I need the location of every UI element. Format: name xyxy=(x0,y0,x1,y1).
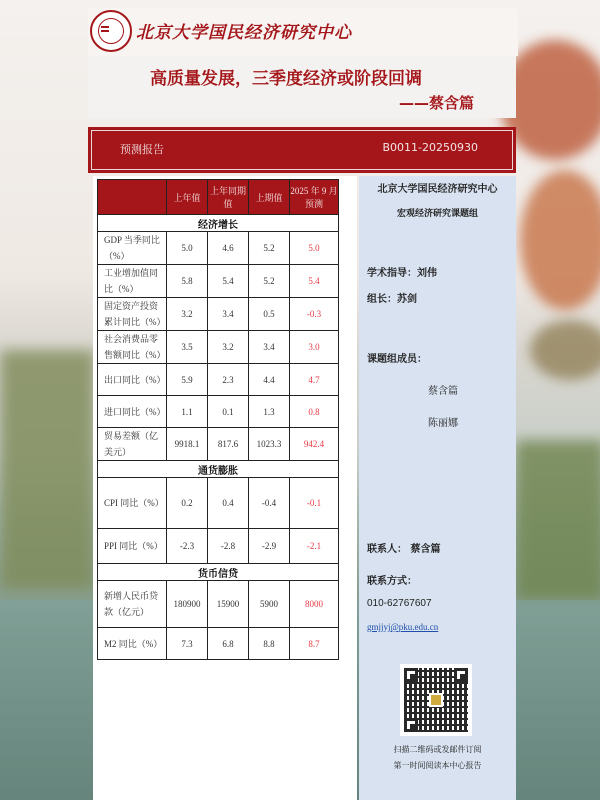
cell-forecast: 942.4 xyxy=(290,428,339,461)
row-label: GDP 当季同比（%） xyxy=(98,232,167,265)
cell-same-period: 2.3 xyxy=(208,364,249,396)
qr-code-icon xyxy=(400,664,472,736)
cell-last-year: 180900 xyxy=(167,581,208,628)
forecast-table-panel xyxy=(93,176,357,800)
cell-forecast: 8000 xyxy=(290,581,339,628)
cell-last-year: 0.2 xyxy=(167,478,208,529)
sidebar-advisor: 学术指导：刘伟 xyxy=(367,268,437,279)
cell-previous: 3.4 xyxy=(249,331,290,364)
sidebar-leader: 组长：苏剑 xyxy=(367,294,417,305)
qr-caption: 第一时间阅读本中心报告 xyxy=(393,761,482,770)
sidebar-member: 蔡含篇 xyxy=(428,386,458,397)
cell-last-year: 7.3 xyxy=(167,628,208,660)
university-logo-icon xyxy=(90,10,132,52)
sidebar-org-name: 北京大学国民经济研究中心 xyxy=(377,184,498,195)
report-id: B0011-20250930 xyxy=(382,141,478,154)
sidebar-member: 陈丽娜 xyxy=(428,418,458,429)
report-type: 预测报告 xyxy=(120,143,164,156)
table-row xyxy=(98,396,339,428)
cell-previous: 4.4 xyxy=(249,364,290,396)
section-header-growth: 经济增长 xyxy=(98,215,339,232)
table-row xyxy=(98,265,339,298)
sidebar-contact-method: 联系方式： xyxy=(367,576,417,587)
row-label: M2 同比（%） xyxy=(98,628,167,660)
cell-last-year: 5.9 xyxy=(167,364,208,396)
table-header-row xyxy=(98,180,339,215)
cell-same-period: 15900 xyxy=(208,581,249,628)
cell-same-period: 6.8 xyxy=(208,628,249,660)
cell-same-period: 3.4 xyxy=(208,298,249,331)
cell-previous: 1.3 xyxy=(249,396,290,428)
table-row xyxy=(98,628,339,660)
row-label: 新增人民币贷款（亿元） xyxy=(98,581,167,628)
section-header-inflation: 通货膨胀 xyxy=(98,461,339,478)
cell-last-year: 9918.1 xyxy=(167,428,208,461)
row-label: 社会消费品零售额同比（%） xyxy=(98,331,167,364)
row-label: 工业增加值同比（%） xyxy=(98,265,167,298)
forecast-table xyxy=(97,179,339,660)
sidebar-members-label: 课题组成员： xyxy=(367,354,427,365)
cell-previous: 5.2 xyxy=(249,232,290,265)
table-row xyxy=(98,478,339,529)
background-tree xyxy=(515,440,600,600)
cell-same-period: 5.4 xyxy=(208,265,249,298)
report-author: ——蔡含篇 xyxy=(398,94,474,112)
cell-forecast: 3.0 xyxy=(290,331,339,364)
sidebar-phone: 010-62767607 xyxy=(367,598,432,609)
cell-same-period: 0.1 xyxy=(208,396,249,428)
background-foliage xyxy=(520,170,600,310)
cell-same-period: 0.4 xyxy=(208,478,249,529)
cell-last-year: 1.1 xyxy=(167,396,208,428)
cell-previous: -0.4 xyxy=(249,478,290,529)
row-label: 贸易差额（亿美元） xyxy=(98,428,167,461)
cell-forecast: 5.0 xyxy=(290,232,339,265)
header-cell-last-year: 上年值 xyxy=(167,180,208,215)
sidebar-group-name: 宏观经济研究课题组 xyxy=(396,209,478,219)
cell-same-period: -2.8 xyxy=(208,529,249,564)
cell-previous: 8.8 xyxy=(249,628,290,660)
cell-same-period: 4.6 xyxy=(208,232,249,265)
row-label: 进口同比（%） xyxy=(98,396,167,428)
row-label: 出口同比（%） xyxy=(98,364,167,396)
background-foliage xyxy=(530,320,600,380)
cell-same-period: 3.2 xyxy=(208,331,249,364)
header-cell-forecast: 2025 年 9 月预测 xyxy=(290,180,339,215)
research-group-sidebar xyxy=(359,176,516,800)
cell-previous: 1023.3 xyxy=(249,428,290,461)
cell-last-year: 5.0 xyxy=(167,232,208,265)
table-row xyxy=(98,529,339,564)
cell-forecast: -2.1 xyxy=(290,529,339,564)
cell-forecast: -0.1 xyxy=(290,478,339,529)
qr-caption: 扫描二维码或发邮件订阅 xyxy=(393,745,482,754)
table-row xyxy=(98,428,339,461)
header-cell-blank xyxy=(98,180,167,215)
report-header xyxy=(88,8,518,56)
institution-name: 北京大学国民经济研究中心 xyxy=(136,23,352,43)
cell-forecast: 5.4 xyxy=(290,265,339,298)
row-label: CPI 同比（%） xyxy=(98,478,167,529)
cell-forecast: 8.7 xyxy=(290,628,339,660)
table-row xyxy=(98,364,339,396)
cell-previous: -2.9 xyxy=(249,529,290,564)
cell-same-period: 817.6 xyxy=(208,428,249,461)
cell-forecast: 0.8 xyxy=(290,396,339,428)
cell-last-year: 3.5 xyxy=(167,331,208,364)
title-block xyxy=(88,56,516,118)
cell-forecast: 4.7 xyxy=(290,364,339,396)
table-row xyxy=(98,331,339,364)
table-row xyxy=(98,298,339,331)
sidebar-email-link[interactable]: gmjjyj@pku.edu.cn xyxy=(367,622,439,632)
cell-last-year: 5.8 xyxy=(167,265,208,298)
row-label: 固定资产投资累计同比（%） xyxy=(98,298,167,331)
background-tree xyxy=(0,350,95,590)
report-title: 高质量发展，三季度经济或阶段回调 xyxy=(150,69,422,89)
cell-previous: 5900 xyxy=(249,581,290,628)
row-label: PPI 同比（%） xyxy=(98,529,167,564)
cell-previous: 0.5 xyxy=(249,298,290,331)
sidebar-contact-person: 联系人： 蔡含篇 xyxy=(367,544,441,555)
table-row xyxy=(98,232,339,265)
cell-forecast: -0.3 xyxy=(290,298,339,331)
table-row xyxy=(98,581,339,628)
header-cell-previous-period: 上期值 xyxy=(249,180,290,215)
cell-previous: 5.2 xyxy=(249,265,290,298)
report-banner xyxy=(88,127,516,173)
header-cell-last-year-same-period: 上年同期值 xyxy=(208,180,249,215)
cell-last-year: -2.3 xyxy=(167,529,208,564)
section-header-credit: 货币信贷 xyxy=(98,564,339,581)
cell-last-year: 3.2 xyxy=(167,298,208,331)
